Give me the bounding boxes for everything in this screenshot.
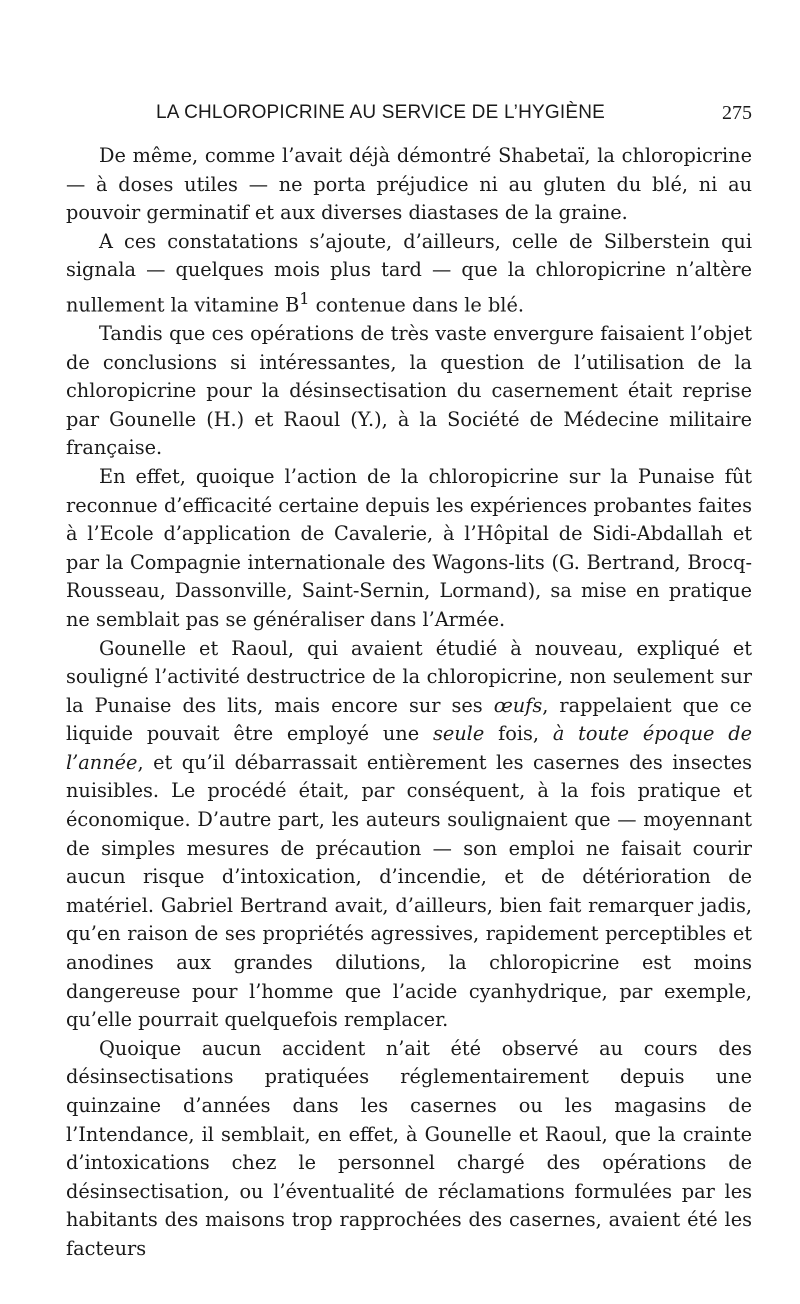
paragraph-5-text-c: fois, <box>484 722 553 746</box>
italic-oeufs: œufs <box>493 693 543 717</box>
paragraph-1 <box>66 142 752 228</box>
paragraph-5-text-b: , rappelaient que ce liquide pouvait être employé une <box>66 693 752 746</box>
italic-seule: seule <box>432 722 485 746</box>
book-page <box>66 96 752 1264</box>
italic-toute-epoque: à toute époque de l’année <box>66 722 752 774</box>
paragraph-3 <box>66 320 752 463</box>
vitamin-superscript: 1 <box>299 288 310 308</box>
paragraph-3-text: Tandis que ces opérations de très vaste envergure faisaient l’objet de conclusions si intéressantes, la question de l’utilisation de la chloropicrine pour la désinsectisation du casernement était reprise par Gounelle (H.) et Raoul (Y.), à la Société de Médecine militaire française. <box>66 321 752 460</box>
paragraph-2 <box>66 228 752 320</box>
running-header <box>66 96 752 130</box>
paragraph-4 <box>66 463 752 635</box>
body-text <box>66 142 752 1264</box>
page-number: 275 <box>722 102 752 124</box>
paragraph-2-text: A ces constatations s’ajoute, d’ailleurs, celle de Silberstein qui signala — quelques mois plus tard — que la chloropicrine n’altère nullement la vitamine B <box>66 229 752 317</box>
paragraph-5-text-d: , et qu’il débarrassait entièrement les casernes des insectes nuisibles. Le procédé était, par conséquent, à la fois pratique et économique. D’autre part, les auteurs soulignaient que — moyennant de simples mesures de précaution — son emploi ne faisait courir aucun risque d’intoxication, d’incendie, et de détérioration de matériel. Gabriel Bertrand avait, d’ailleurs, bien fait remarquer jadis, qu’en raison de ses propriétés agressives, rapidement perceptibles et anodines aux grandes dilutions, la chloropicrine est moins dangereuse pour l’homme que l’acide cyanhydrique, par exemple, qu’elle pourrait quelquefois remplacer. <box>66 750 752 1032</box>
paragraph-6-text: Quoique aucun accident n’ait été observé au cours des désinsectisations pratiquées réglementairement depuis une quinzaine d’années dans les casernes ou les magasins de l’Intendance, il semblait, en effet, à Gounelle et Raoul, que la crainte d’intoxications chez le personnel chargé des opérations de désinsectisation, ou l’éventualité de réclamations formulées par les habitants des maisons trop rapprochées des casernes, avaient été les facteurs <box>66 1036 752 1260</box>
paragraph-5-text-a: Gounelle et Raoul, qui avaient étudié à nouveau, expliqué et souligné l’activité destructrice de la chloropicrine, non seulement sur la Punaise des lits, mais encore sur ses <box>66 636 752 717</box>
paragraph-6 <box>66 1035 752 1264</box>
paragraph-1-text: De même, comme l’avait déjà démontré Shabetaï, la chloropicrine — à doses utiles — ne porta préjudice ni au gluten du blé, ni au pouvoir germinatif et aux diverses diastases de la graine. <box>66 144 752 225</box>
paragraph-5 <box>66 635 752 1035</box>
paragraph-2-text-end: contenue dans le blé. <box>309 293 525 317</box>
paragraph-4-text: En effet, quoique l’action de la chloropicrine sur la Punaise fût reconnue d’efficacité certaine depuis les expériences probantes faites à l’Ecole d’application de Cavalerie, à l’Hôpital de Sidi-Abdallah et par la Compagnie internationale des Wagons-lits (G. Bertrand, Brocq-Rousseau, Dassonville, Saint-Sernin, Lormand), sa mise en pratique ne semblait pas se généraliser dans l’Armée. <box>66 464 752 631</box>
running-title: LA CHLOROPICRINE AU SERVICE DE L’HYGIÈNE <box>156 102 606 123</box>
